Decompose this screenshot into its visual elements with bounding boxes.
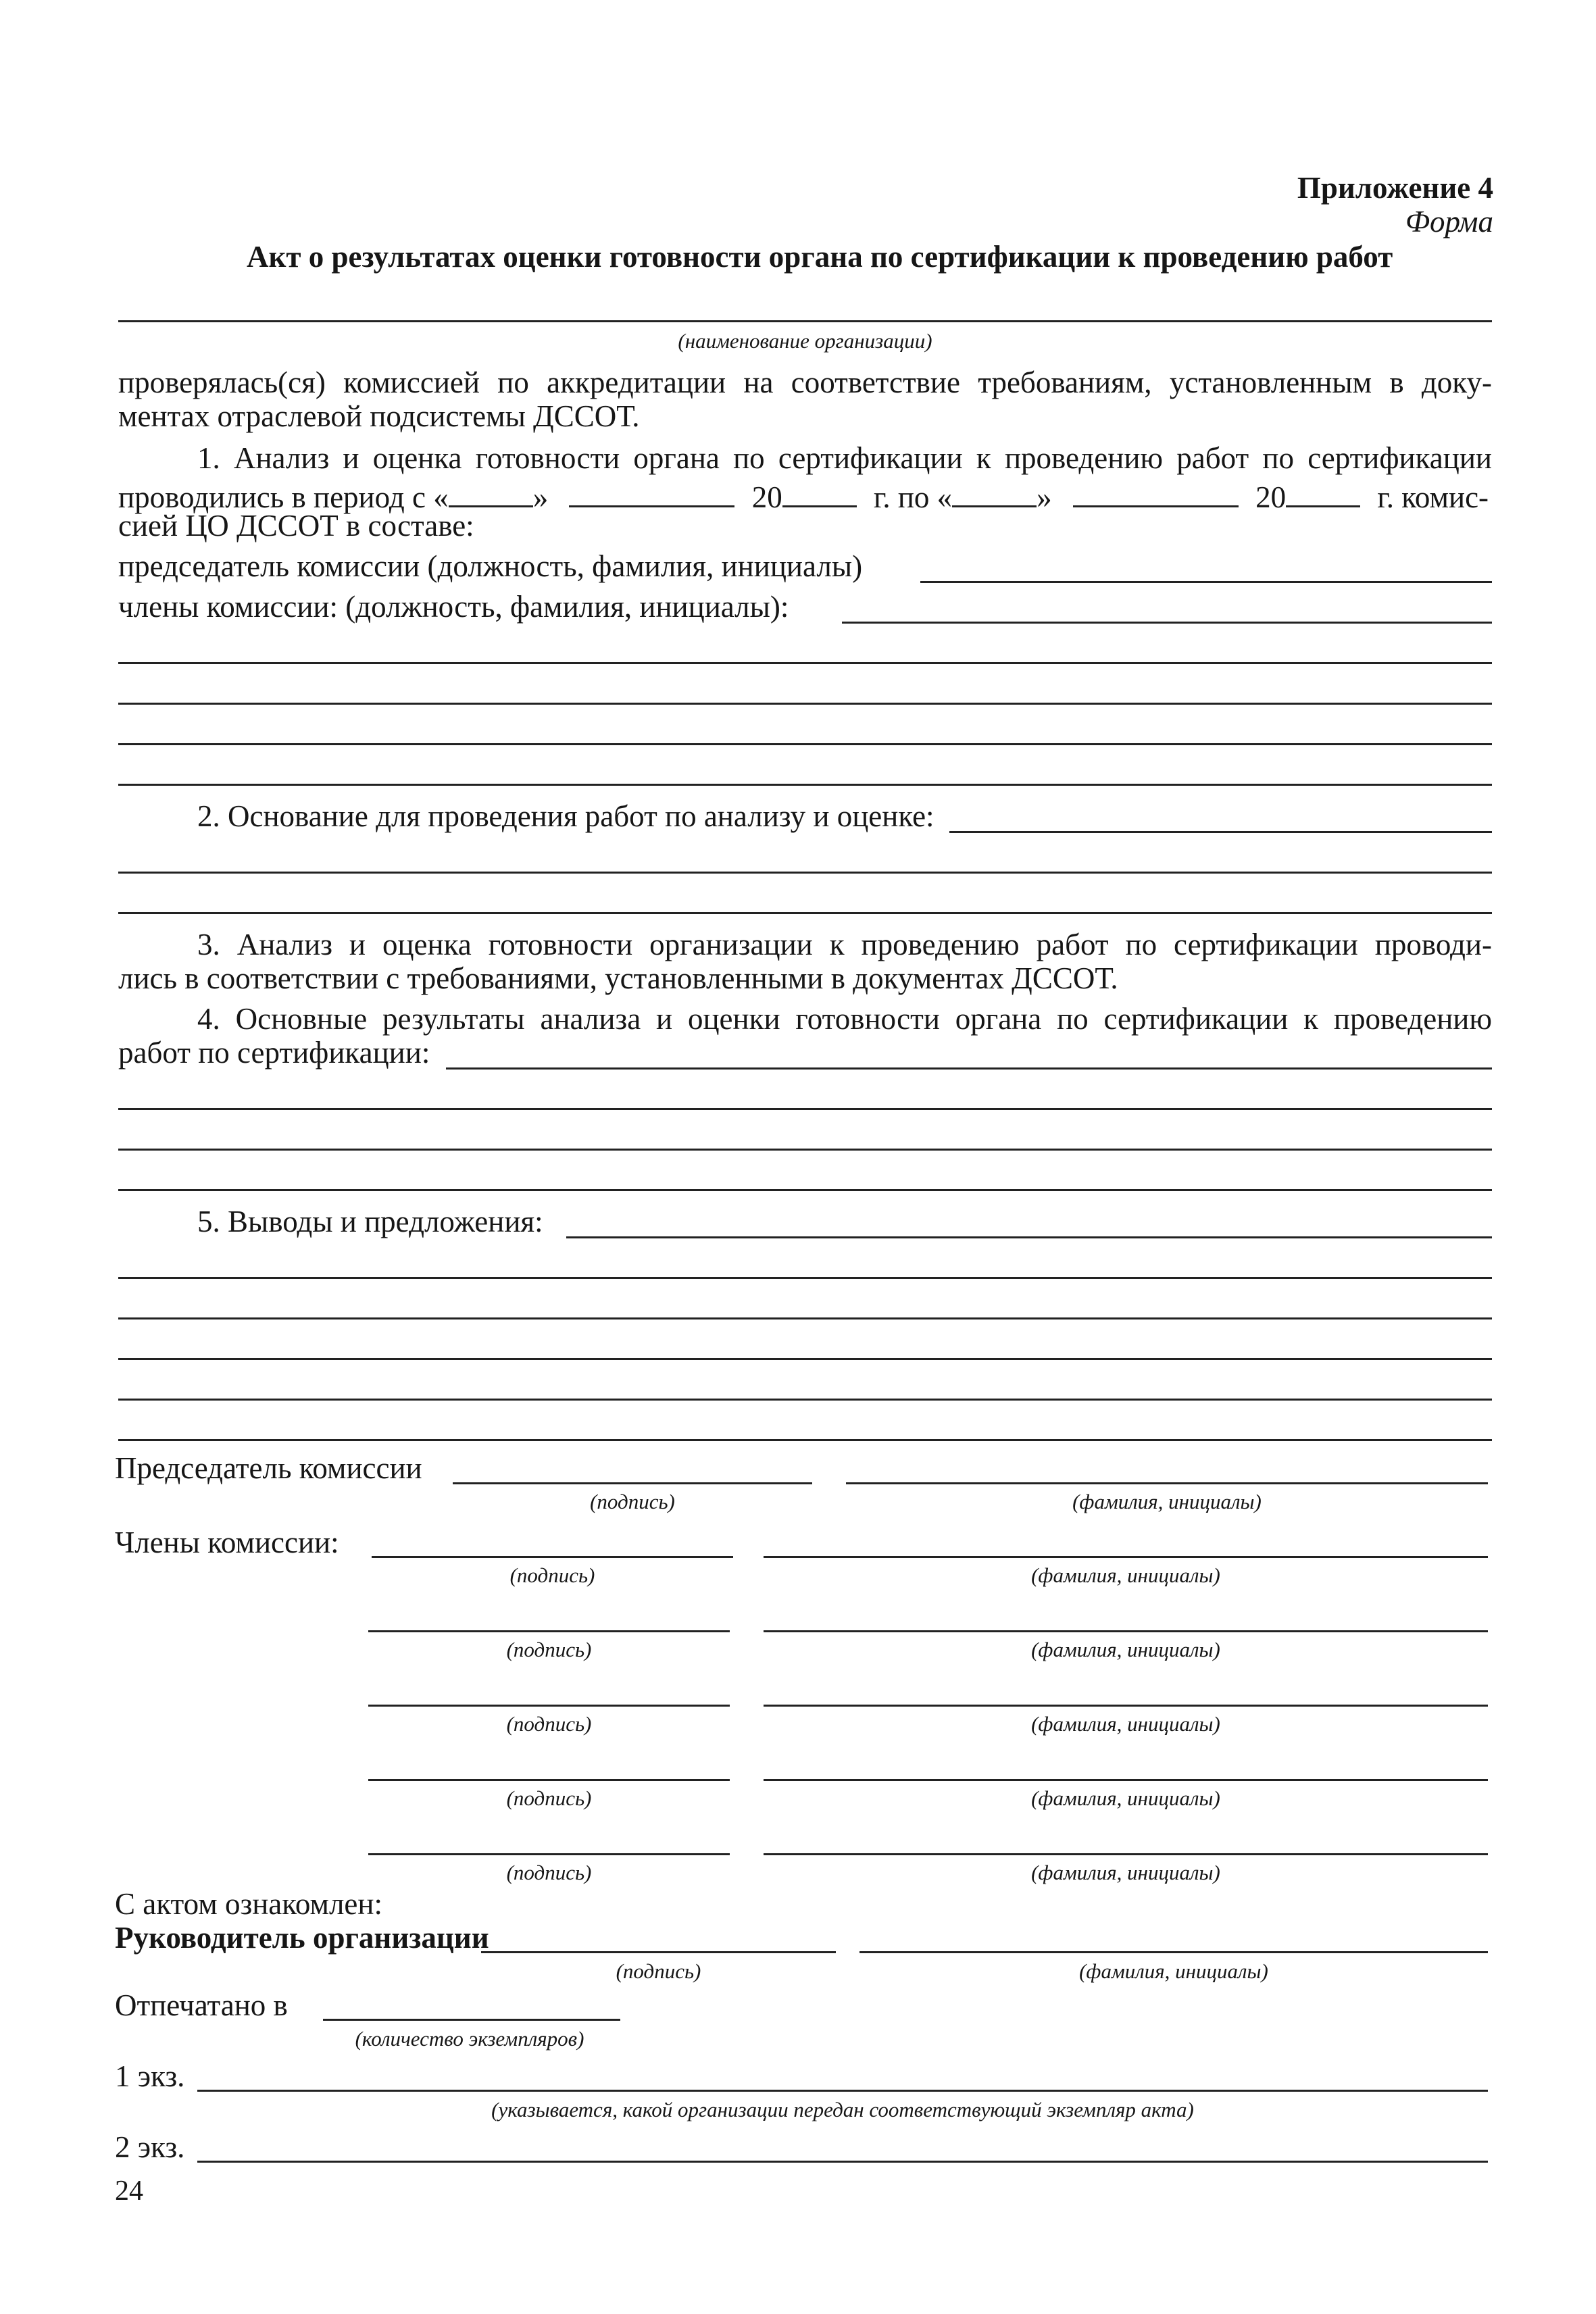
chairman-signature-field[interactable] — [453, 1482, 812, 1484]
basis-line-3[interactable] — [118, 912, 1492, 914]
members-text: члены комиссии: (должность, фамилия, инициалы): — [118, 590, 789, 624]
member-2-name-field[interactable] — [764, 1630, 1488, 1632]
members-line-2[interactable] — [118, 662, 1492, 664]
year-to-field[interactable] — [1286, 477, 1360, 507]
member-5-name-field[interactable] — [764, 1853, 1488, 1855]
p4-line-1: 4. Основные результаты анализа и оценки готовности органа по сертификации к проведению — [197, 1002, 1492, 1036]
member-1-signature-caption: (подпись) — [509, 1563, 595, 1587]
conclusions-line-6[interactable] — [118, 1439, 1492, 1441]
p5-text: 5. Выводы и предложения: — [197, 1205, 543, 1238]
conclusions-line-5[interactable] — [118, 1399, 1492, 1401]
chairman-name-field[interactable] — [846, 1482, 1488, 1484]
head-of-organization-label: Руководитель организации — [115, 1921, 489, 1955]
member-5-signature-caption: (подпись) — [506, 1861, 592, 1884]
results-field[interactable] — [446, 1067, 1492, 1070]
intro-line-1: проверялась(ся) комиссией по аккредитации на соответствие требованиям, установленным в доку- — [118, 366, 1492, 399]
copy-1-caption: (указывается, какой организации передан соответствующий экземпляр акта) — [491, 2098, 1194, 2121]
month-from-field[interactable] — [569, 477, 734, 507]
p1-line-3: сией ЦО ДССОТ в составе: — [118, 509, 474, 543]
members-field[interactable] — [842, 622, 1492, 624]
day-from-field[interactable] — [449, 477, 533, 507]
member-3-name-caption: (фамилия, инициалы) — [1031, 1712, 1220, 1736]
copy-2-label: 2 экз. — [115, 2130, 185, 2164]
member-5-signature-field[interactable] — [368, 1853, 730, 1855]
member-1-name-field[interactable] — [764, 1556, 1488, 1558]
member-4-signature-caption: (подпись) — [506, 1786, 592, 1810]
member-3-signature-caption: (подпись) — [506, 1712, 592, 1736]
printed-label: Отпечатано в — [115, 1988, 288, 2022]
intro-line-2: ментах отраслевой подсистемы ДССОТ. — [118, 399, 640, 433]
members-signature-label: Члены комиссии: — [115, 1526, 339, 1559]
p3-line-1: 3. Анализ и оценка готовности организации к проведению работ по сертификации проводи- — [197, 928, 1492, 961]
appendix-label: Приложение 4 — [1297, 171, 1493, 205]
chairman-field[interactable] — [920, 581, 1492, 583]
form-label: Форма — [1405, 205, 1493, 238]
conclusions-line-2[interactable] — [118, 1277, 1492, 1279]
year-from-field[interactable] — [782, 477, 857, 507]
member-2-signature-field[interactable] — [368, 1630, 730, 1632]
results-line-3[interactable] — [118, 1149, 1492, 1151]
org-name-caption: (наименование организации) — [678, 329, 932, 353]
member-2-name-caption: (фамилия, инициалы) — [1031, 1638, 1220, 1661]
acknowledge-text: С актом ознакомлен: — [115, 1887, 382, 1921]
chairman-signature-caption: (подпись) — [590, 1490, 675, 1513]
members-line-3[interactable] — [118, 703, 1492, 705]
head-name-caption: (фамилия, инициалы) — [1079, 1959, 1268, 1983]
p1-period-row: проводились в период с « » 20 г. по « » 20 г. комис- — [118, 477, 1489, 513]
head-signature-field[interactable] — [481, 1951, 836, 1953]
member-1-signature-field[interactable] — [372, 1556, 733, 1558]
conclusions-line-3[interactable] — [118, 1317, 1492, 1319]
member-3-name-field[interactable] — [764, 1705, 1488, 1707]
conclusions-line-4[interactable] — [118, 1358, 1492, 1360]
basis-line-2[interactable] — [118, 872, 1492, 874]
member-3-signature-field[interactable] — [368, 1705, 730, 1707]
members-line-4[interactable] — [118, 743, 1492, 745]
period-prefix: проводились в период с « — [118, 480, 449, 514]
printed-count-caption: (количество экземпляров) — [355, 2027, 584, 2051]
results-line-4[interactable] — [118, 1189, 1492, 1191]
document-title: Акт о результатах оценки готовности органа по сертификации к проведению работ — [247, 240, 1393, 274]
head-signature-caption: (подпись) — [616, 1959, 701, 1983]
member-5-name-caption: (фамилия, инициалы) — [1031, 1861, 1220, 1884]
basis-field[interactable] — [949, 831, 1492, 833]
copy-2-field[interactable] — [197, 2161, 1488, 2163]
member-4-name-field[interactable] — [764, 1779, 1488, 1781]
head-name-field[interactable] — [859, 1951, 1488, 1953]
member-4-signature-field[interactable] — [368, 1779, 730, 1781]
copy-1-label: 1 экз. — [115, 2059, 185, 2093]
member-2-signature-caption: (подпись) — [506, 1638, 592, 1661]
conclusions-field[interactable] — [566, 1236, 1492, 1238]
p4-line-2: работ по сертификации: — [118, 1036, 430, 1070]
p2-text: 2. Основание для проведения работ по анализу и оценке: — [197, 799, 934, 833]
printed-count-field[interactable] — [323, 2019, 620, 2021]
p1-line-1: 1. Анализ и оценка готовности органа по сертификации к проведению работ по сертификации — [197, 441, 1492, 475]
day-to-field[interactable] — [952, 477, 1037, 507]
p3-line-2: лись в соответствии с требованиями, установленными в документах ДССОТ. — [118, 961, 1118, 995]
org-name-line[interactable] — [118, 320, 1492, 322]
chairman-signature-label: Председатель комиссии — [115, 1451, 422, 1485]
chairman-name-caption: (фамилия, инициалы) — [1072, 1490, 1262, 1513]
member-4-name-caption: (фамилия, инициалы) — [1031, 1786, 1220, 1810]
page-number: 24 — [115, 2175, 143, 2207]
members-line-5[interactable] — [118, 784, 1492, 786]
member-1-name-caption: (фамилия, инициалы) — [1031, 1563, 1220, 1587]
results-line-2[interactable] — [118, 1108, 1492, 1110]
chairman-text: председатель комиссии (должность, фамилия, инициалы) — [118, 549, 863, 583]
month-to-field[interactable] — [1073, 477, 1239, 507]
copy-1-field[interactable] — [197, 2090, 1488, 2092]
